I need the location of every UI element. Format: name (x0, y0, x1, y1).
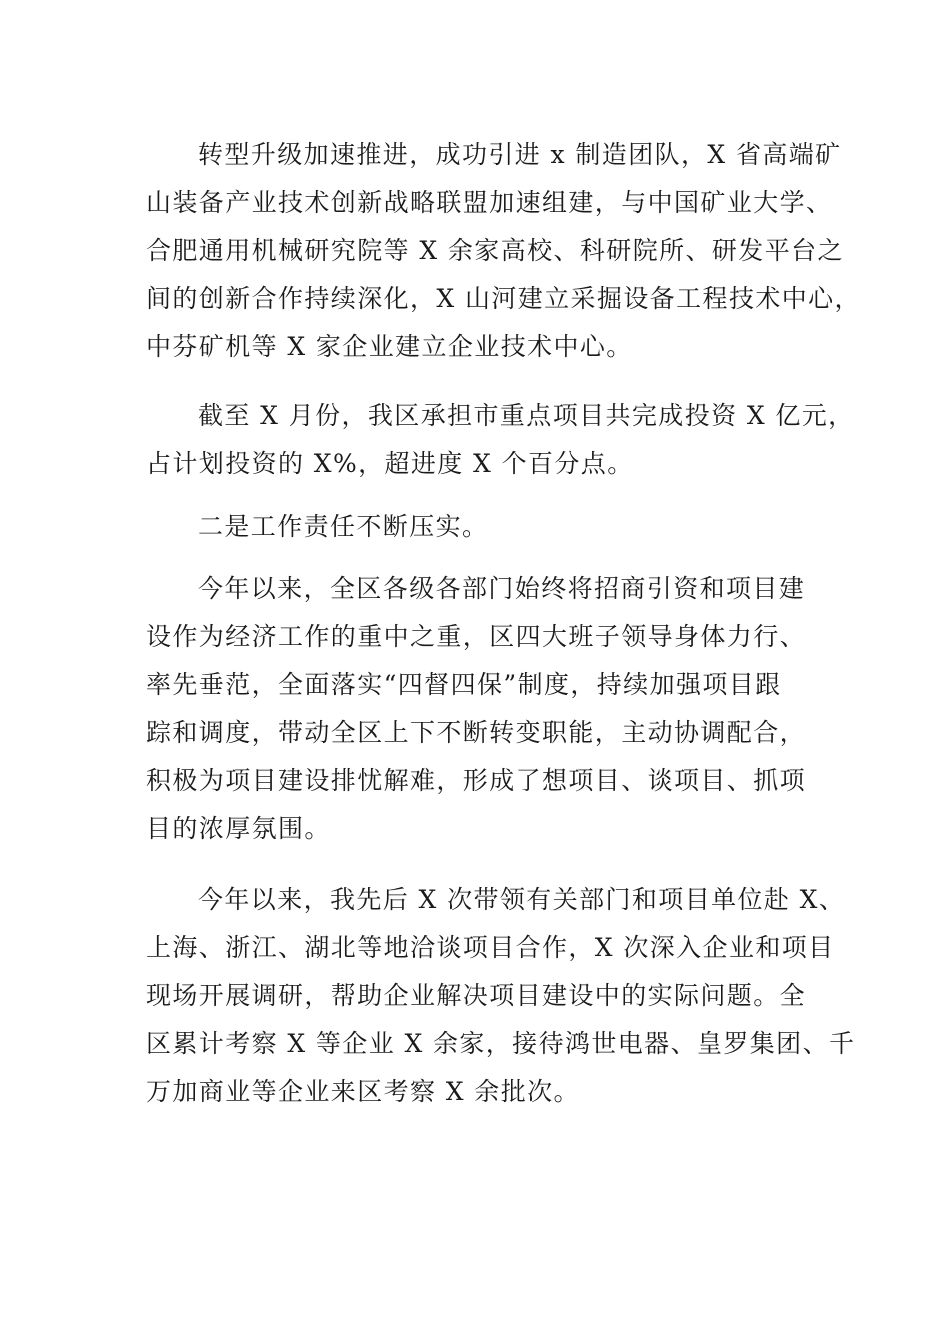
text-line: 积极为项目建设排忧解难，形成了想项目、谈项目、抓项 (146, 766, 807, 795)
text-line: 率先垂范，全面落实“四督四保”制度，持续加强项目跟 (146, 670, 782, 699)
text-line: 现场开展调研，帮助企业解决项目建设中的实际问题。全 (146, 981, 807, 1010)
text-line: 占计划投资的 X%，超进度 X 个百分点。 (146, 449, 634, 478)
text-line: 二是工作责任不断压实。 (198, 512, 489, 541)
section-heading (146, 503, 826, 551)
text-line: 区累计考察 X 等企业 X 余家，接待鸿世电器、皇罗集团、千 (146, 1029, 856, 1058)
paragraph-responsibility (146, 565, 826, 853)
text-line: 踪和调度，带动全区上下不断转变职能，主动协调配合， (146, 718, 807, 747)
text-line: 中芬矿机等 X 家企业建立企业技术中心。 (146, 332, 633, 361)
text-line: 今年以来，我先后 X 次带领有关部门和项目单位赴 X、 (198, 885, 846, 914)
text-line: 合肥通用机械研究院等 X 余家高校、科研院所、研发平台之 (146, 236, 844, 265)
text-line: 上海、浙江、湖北等地洽谈项目合作，X 次深入企业和项目 (146, 933, 835, 962)
text-line: 设作为经济工作的重中之重，区四大班子领导身体力行、 (146, 622, 807, 651)
text-line: 截至 X 月份，我区承担市重点项目共完成投资 X 亿元， (198, 401, 855, 430)
paragraph-innovation (146, 131, 861, 371)
text-line: 山装备产业技术创新战略联盟加速组建，与中国矿业大学、 (146, 188, 833, 217)
text-line: 间的创新合作持续深化，X 山河建立采掘设备工程技术中心， (146, 284, 861, 313)
text-line: 万加商业等企业来区考察 X 余批次。 (146, 1077, 580, 1106)
text-line: 转型升级加速推进，成功引进 x 制造团队，X 省高端矿 (198, 140, 842, 169)
paragraph-investment-visits (146, 876, 856, 1116)
text-line: 今年以来，全区各级各部门始终将招商引资和项目建 (198, 574, 806, 603)
paragraph-investment-progress (146, 392, 855, 488)
text-line: 目的浓厚氛围。 (146, 814, 331, 843)
